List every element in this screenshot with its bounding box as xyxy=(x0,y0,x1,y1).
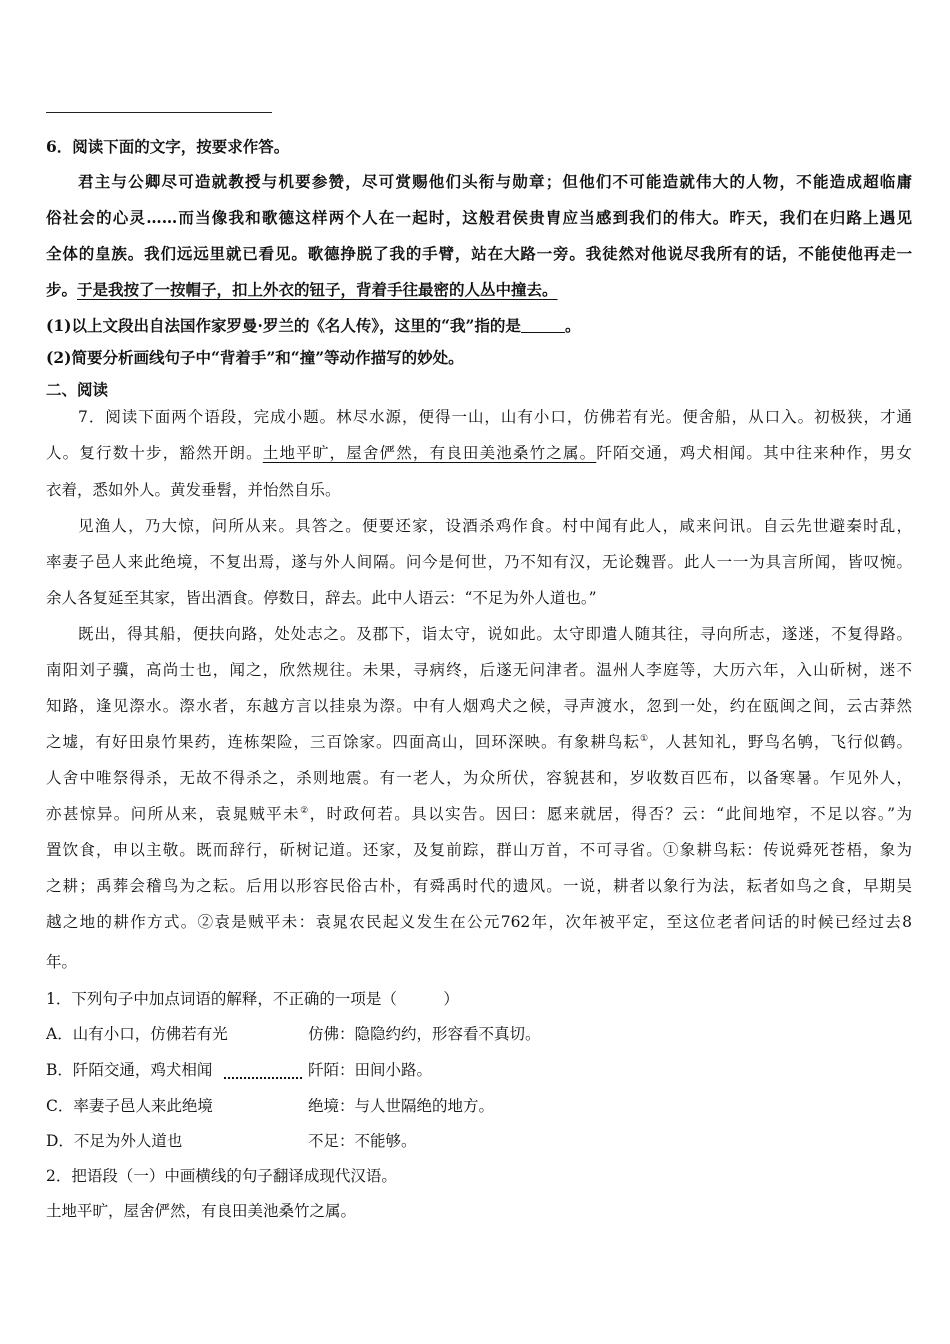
footnote-marker-2: ② xyxy=(300,805,310,816)
q7-line-3: 衣着，悉如外人。黄发垂髫，并怡然自乐。 xyxy=(46,481,341,499)
q7-line-14: 之耕；禹葬会稽鸟为之耘。后用以形容民俗古朴，有舜禹时代的遗风。一说，耕者以象行为法，耘者如鸟之食，早期吴 xyxy=(46,877,912,895)
q6-subquestion-1-end: 。 xyxy=(564,316,581,335)
q6-title: 6．阅读下面的文字，按要求作答。 xyxy=(46,137,290,156)
emphasis-dots-mark xyxy=(230,1060,302,1080)
q7-line-15: 越之地的耕作方式。②袁是贼平未：袁晁农民起义发生在公元762年，次年被平定，至这位老者问话的时候已经过去8 xyxy=(46,913,912,931)
q7-line-16: 年。 xyxy=(46,953,78,971)
q7-line-10-start: 之墟，有好田泉竹果药，连栋架险，三百馀家。四面高山，回环深映。有象耕鸟耘 xyxy=(46,733,640,751)
option-d-label: D．不足为外人道也 xyxy=(46,1132,183,1150)
sq2-stem: 2．把语段（一）中画横线的句子翻译成现代汉语。 xyxy=(46,1167,397,1185)
q7-line-2-end: 阡陌交通，鸡犬相闻。其中往来种作，男女 xyxy=(596,444,912,462)
q7-line-1: 7．阅读下面两个语段，完成小题。林尽水源，便得一山，山有小口，仿佛若有光。便舍船，从口入。初极狭，才通 xyxy=(78,408,912,426)
q7-line-12-end: ，时政何若。具以实告。因曰：愿来就居，得否？云：“此间地窄，不足以容。”为 xyxy=(309,805,912,823)
q6-subquestion-1-text: (1)以上文段出自法国作家罗曼·罗兰的《名人传》，这里的“我”指的是 xyxy=(46,316,521,335)
q7-line-13: 置饮食，申以主敬。既而辞行，斫树记道。还家，及复前踪，群山万首，不可寻省。①象耕鸟耘：传说舜死苍梧，象为 xyxy=(46,841,912,859)
q7-line-11: 人舍中唯祭得杀，无故不得杀之，杀则地震。有一老人，为众所伏，容貌甚和，岁收数百匹布，以备寒暑。乍见外人， xyxy=(46,769,912,787)
q7-line-7: 既出，得其船，便扶向路，处处志之。及郡下，诣太守，说如此。太守即遣人随其往，寻向所志，遂迷，不复得路。 xyxy=(78,625,912,643)
option-b-explanation: 阡陌：田间小路。 xyxy=(308,1061,433,1079)
option-a-explanation: 仿佛：隐隐约约，形容看不真切。 xyxy=(308,1025,541,1043)
option-a-label: A．山有小口，仿佛若有光 xyxy=(46,1025,228,1043)
q6-passage-line-3: 全体的皇族。我们远远里就已看见。歌德挣脱了我的手臂，站在大路一旁。我徒然对他说尽我所有的话，不能使他再走一 xyxy=(46,244,912,263)
section-2-title: 二、阅读 xyxy=(46,380,109,399)
sq2-sentence: 土地平旷，屋舍俨然，有良田美池桑竹之属。 xyxy=(46,1202,357,1220)
q7-line-12 xyxy=(46,804,912,824)
q7-line-5: 率妻子邑人来此绝境，不复出焉，遂与外人间隔。问今是何世，乃不知有汉，无论魏晋。此人一一为具言所闻，皆叹惋。 xyxy=(46,553,912,571)
option-c-label: C．率妻子邑人来此绝境 xyxy=(46,1097,213,1115)
q7-line-6: 余人各复延至其家，皆出酒食。停数日，辞去。此中人语云：“不足为外人道也。” xyxy=(46,589,597,607)
option-c-explanation: 绝境：与人世隔绝的地方。 xyxy=(308,1097,495,1115)
q6-subquestion-1 xyxy=(46,316,912,336)
q6-passage-line-4-start: 步。 xyxy=(46,280,78,299)
q7-line-12-start: 亦甚惊异。问所从来，袁晁贼平未 xyxy=(46,805,301,823)
footnote-marker-1: ① xyxy=(639,733,650,744)
top-rule-divider xyxy=(46,112,272,113)
q7-line-2-start: 人。复行数十步，豁然开朗。 xyxy=(46,444,263,462)
answer-blank[interactable] xyxy=(521,318,565,333)
option-d-explanation: 不足：不能够。 xyxy=(308,1132,417,1150)
q6-subquestion-2: (2)简要分析画线句子中“背着手”和“撞”等动作描写的妙处。 xyxy=(46,348,464,367)
q6-underlined-sentence: 于是我按了一按帽子，扣上外衣的钮子，背着手往最密的人丛中撞去。 xyxy=(77,280,558,299)
q7-line-10-end: ，人甚知礼，野鸟名鸲，飞行似鹤。 xyxy=(649,733,912,751)
q6-passage-line-2: 俗社会的心灵……而当像我和歌德这样两个人在一起时，这般君侯贵胄应当感到我们的伟大。昨天，我们在归路上遇见 xyxy=(46,208,912,227)
q7-underlined-sentence: 土地平旷，屋舍俨然，有良田美池桑竹之属。 xyxy=(262,444,597,462)
option-b-label: B．阡陌交通，鸡犬相闻 xyxy=(46,1061,213,1079)
q7-line-10 xyxy=(46,732,912,752)
q7-line-4: 见渔人，乃大惊，问所从来。具答之。便要还家，设酒杀鸡作食。村中闻有此人，咸来问讯。自云先世避秦时乱， xyxy=(78,517,912,535)
q6-passage-line-1: 君主与公卿尽可造就教授与机要参赞，尽可赏赐他们头衔与勋章；但他们不可能造就伟大的人物，不能造成超临庸 xyxy=(78,172,912,191)
q7-line-2 xyxy=(46,443,912,463)
sq1-stem: 1．下列句子中加点词语的解释，不正确的一项是（ ） xyxy=(46,990,459,1008)
q7-line-9: 知路，逢见漈水。漈水者，东越方言以挂泉为漈。中有人烟鸡犬之候，寻声渡水，忽到一处，约在瓯闽之间，云古莽然 xyxy=(46,697,912,715)
q7-line-8: 南阳刘子骥，高尚士也，闻之，欣然规往。未果，寻病终，后遂无问津者。温州人李庭等，大历六年，入山斫树，迷不 xyxy=(46,661,912,679)
q6-passage-line-4 xyxy=(46,280,912,300)
